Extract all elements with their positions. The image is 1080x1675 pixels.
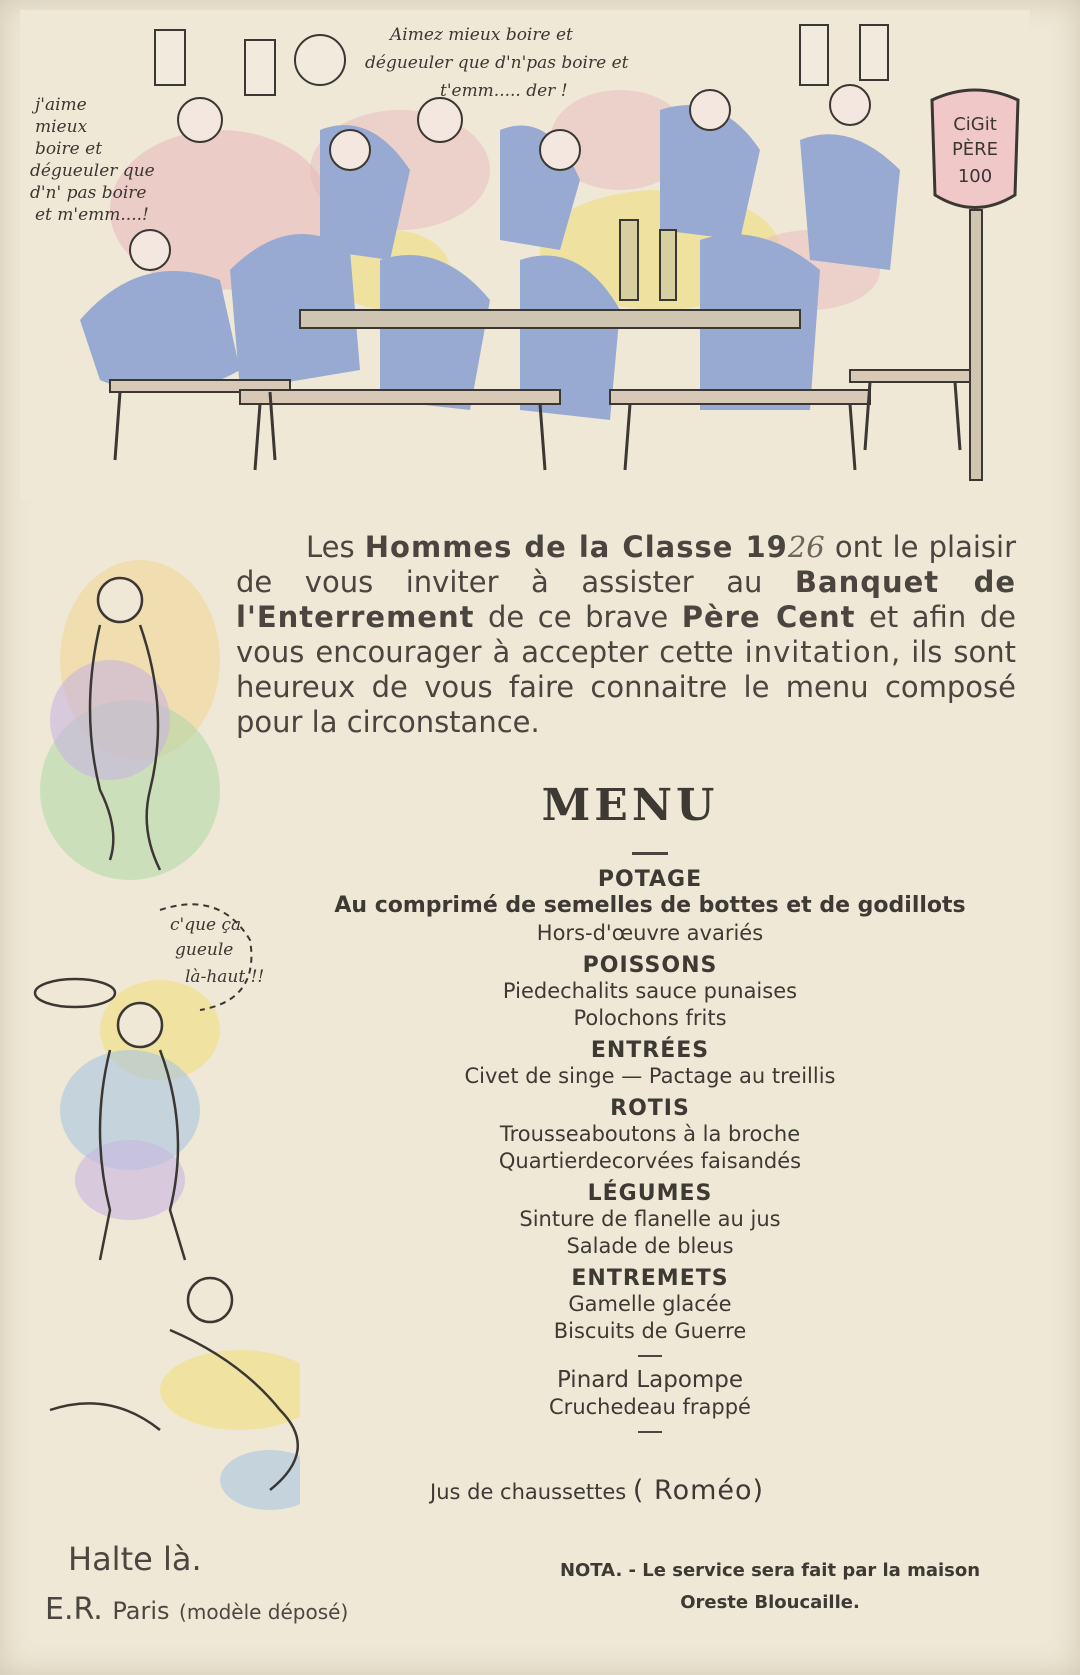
signature-paris: Paris bbox=[112, 1597, 170, 1625]
sign-line1: CiGit bbox=[953, 114, 997, 135]
menu-list bbox=[300, 852, 1000, 1443]
sign-line3: 100 bbox=[957, 166, 993, 187]
menu-section bbox=[300, 1266, 1000, 1345]
invitation-p3: de ce brave bbox=[488, 600, 669, 634]
invitation-word: invitation bbox=[744, 635, 891, 669]
menu-section bbox=[300, 1181, 1000, 1260]
menu-item: Quartierdecorvées faisandés bbox=[498, 1149, 802, 1173]
menu-item: Civet de singe — Pactage au treillis bbox=[464, 1064, 836, 1088]
menu-divider bbox=[638, 1431, 662, 1433]
top-caption-1: Aimez mieux boire et bbox=[390, 25, 573, 45]
coffee-item: Jus de chaussettes bbox=[430, 1480, 627, 1504]
menu-item: Hors-d'œuvre avariés bbox=[536, 921, 764, 945]
top-caption-2: dégueuler que d'n'pas boire et bbox=[365, 53, 629, 73]
coffee-line bbox=[430, 1475, 1030, 1506]
bubble-line-1: c'que ça bbox=[170, 915, 242, 935]
banquet-illustration bbox=[20, 10, 1030, 500]
section-title: POISSONS bbox=[582, 953, 718, 978]
section-title: ROTIS bbox=[610, 1096, 690, 1121]
signature-publisher bbox=[45, 1592, 348, 1627]
top-caption-3: t'emm..... der ! bbox=[440, 81, 568, 101]
section-title: LÉGUMES bbox=[587, 1181, 713, 1206]
left-caption-2: mieux bbox=[35, 117, 88, 137]
invitation-p5: , ils sont heureux de vous faire connaitre le menu composé pour la circonstance. bbox=[236, 635, 1017, 739]
signature-halte: Halte là. bbox=[68, 1540, 202, 1578]
bubble-line-3: là-haut !! bbox=[185, 967, 265, 987]
nota-line2: Oreste Bloucaille. bbox=[680, 1592, 860, 1613]
nota-line1: NOTA. - Le service sera fait par la maison bbox=[559, 1560, 981, 1581]
menu-item: Trousseaboutons à la broche bbox=[499, 1122, 801, 1146]
menu-item: Biscuits de Guerre bbox=[553, 1319, 747, 1343]
menu-divider bbox=[638, 1355, 662, 1357]
menu-title: MENU bbox=[541, 780, 719, 831]
sign-line2: PÈRE bbox=[951, 139, 999, 160]
menu-item: Sinture de flanelle au jus bbox=[519, 1207, 781, 1231]
menu-section bbox=[300, 1038, 1000, 1090]
menu-section bbox=[300, 1096, 1000, 1175]
invitation-pere-cent: Père Cent bbox=[681, 600, 856, 634]
section-title: ENTRÉES bbox=[590, 1038, 710, 1063]
left-caption-6: et m'emm....! bbox=[35, 205, 149, 225]
bubble-line-2: gueule bbox=[175, 940, 234, 960]
drink-item: Cruchedeau frappé bbox=[549, 1395, 751, 1419]
menu-item: Piedechalits sauce punaises bbox=[502, 979, 798, 1003]
invitation-p4: et afin de vous encourager à accepter cette bbox=[236, 600, 1016, 669]
invitation-p2: ont le plaisir de vous inviter à assister au bbox=[236, 530, 1016, 599]
menu-section bbox=[300, 867, 1000, 947]
menu-item: Polochons frits bbox=[573, 1006, 727, 1030]
left-caption-1: j'aime bbox=[35, 95, 87, 115]
left-caption-5: d'n' pas boire bbox=[30, 183, 147, 203]
section-title: ENTREMETS bbox=[571, 1266, 729, 1291]
invitation-text bbox=[236, 530, 1016, 740]
invitation-p1: Les bbox=[306, 530, 355, 564]
invitation-banquet: Banquet de l'Enterrement bbox=[236, 565, 1017, 634]
drink-item: Pinard Lapompe bbox=[556, 1367, 744, 1393]
menu-item: Au comprimé de semelles de bottes et de godillots bbox=[334, 893, 966, 918]
nota bbox=[520, 1555, 1020, 1619]
invitation-class: Hommes de la Classe 19 bbox=[364, 530, 788, 564]
left-caption-3: boire et bbox=[35, 139, 103, 159]
menu-ornament bbox=[632, 852, 668, 855]
coffee-brand: ( Roméo) bbox=[632, 1475, 765, 1506]
signature-er: E.R. bbox=[45, 1592, 103, 1627]
signature-modele: (modèle déposé) bbox=[179, 1600, 349, 1624]
section-title: POTAGE bbox=[597, 867, 703, 892]
menu-item: Salade de bleus bbox=[566, 1234, 734, 1258]
menu-item: Gamelle glacée bbox=[568, 1292, 732, 1316]
menu-section bbox=[300, 953, 1000, 1032]
handwritten-year: 26 bbox=[787, 530, 825, 564]
left-caption-4: dégueuler que bbox=[30, 161, 155, 181]
